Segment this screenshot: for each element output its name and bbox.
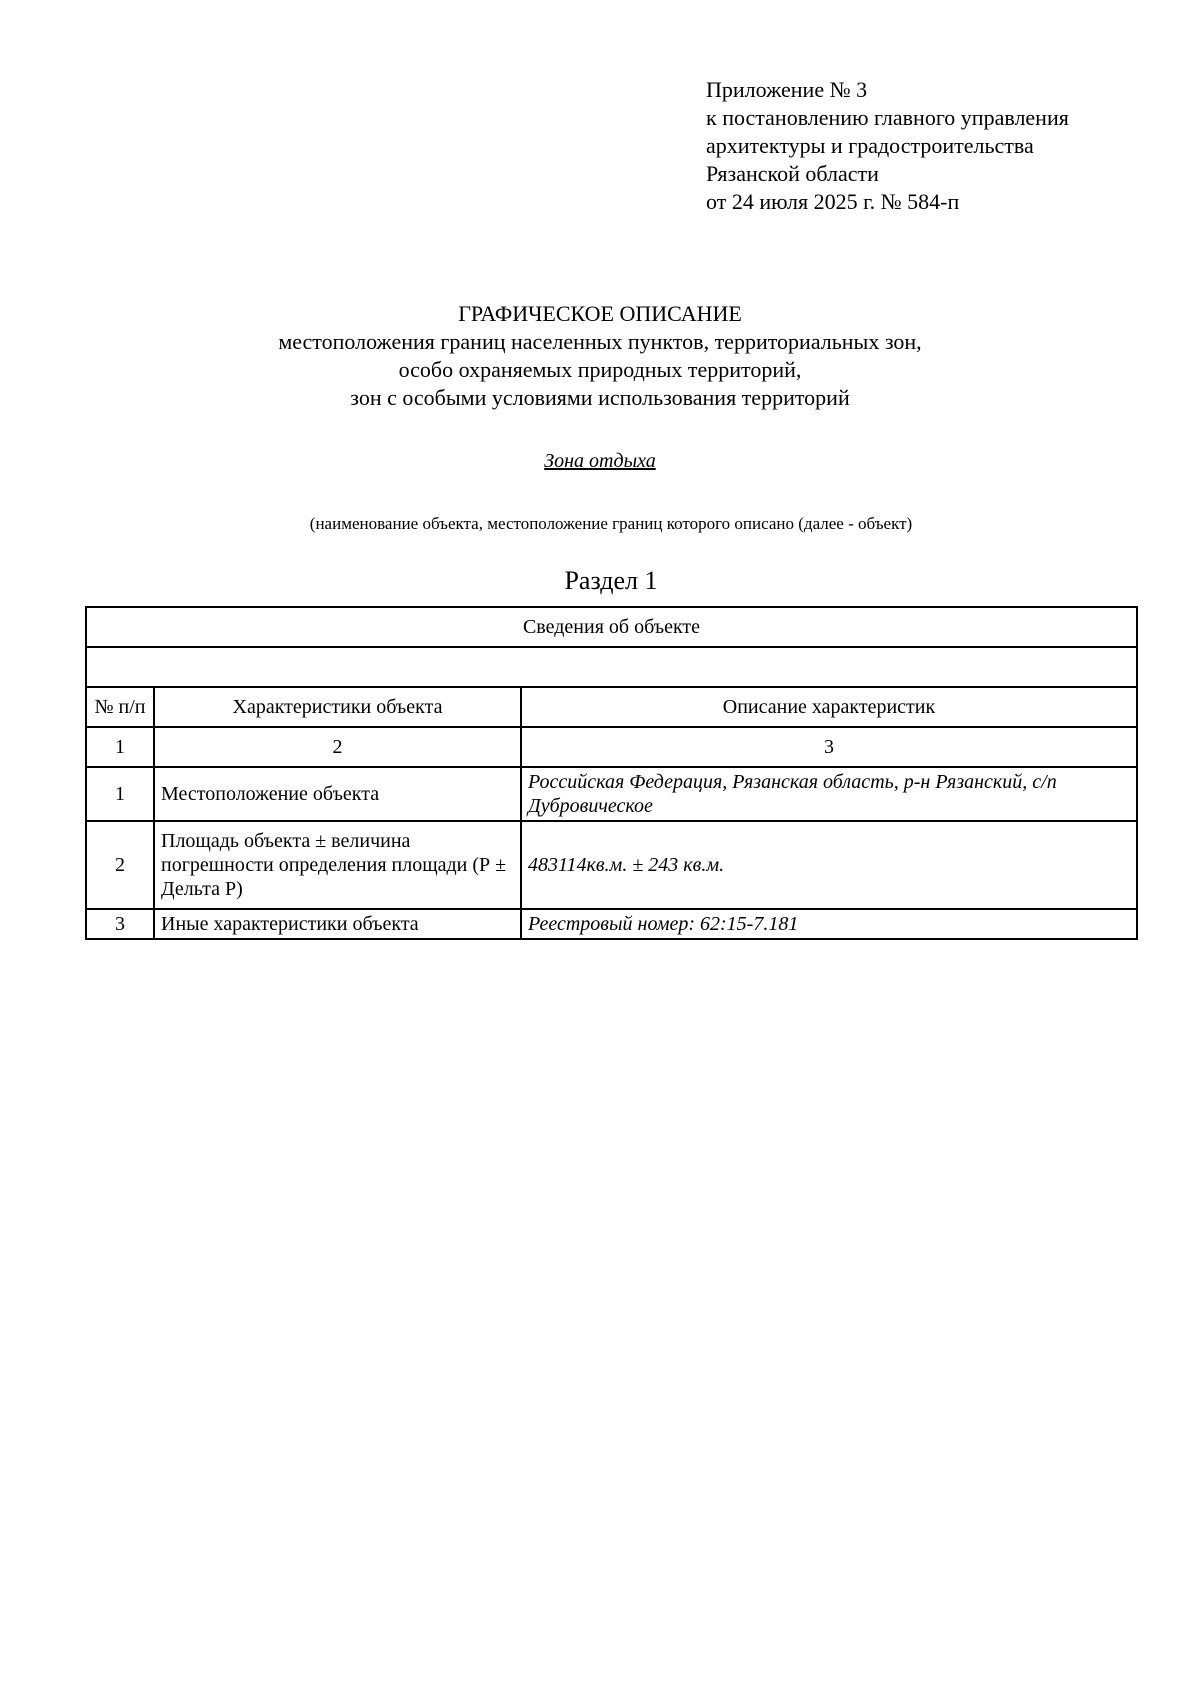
row-number: 3 [86, 909, 154, 939]
row-description: Реестровый номер: 62:15-7.181 [521, 909, 1137, 939]
row-number: 1 [86, 767, 154, 821]
table-empty-row [86, 647, 1137, 687]
object-name-text: Зона отдыха [544, 450, 656, 472]
row-characteristic: Иные характеристики объекта [154, 909, 521, 939]
column-number: 2 [154, 727, 521, 767]
object-info-table [85, 606, 1138, 940]
table-empty-cell [86, 647, 1137, 687]
appendix-line: архитектуры и градостроительства [706, 133, 1034, 158]
row-number: 2 [86, 821, 154, 909]
row-characteristic: Площадь объекта ± величина погрешности определения площади (Р ± Дельта Р) [154, 821, 521, 909]
column-header-characteristic: Характеристики объекта [154, 687, 521, 727]
appendix-line: от 24 июля 2025 г. № 584-п [706, 189, 960, 214]
document-title [0, 300, 1200, 412]
appendix-line: Приложение № 3 [706, 77, 868, 102]
appendix-line: к постановлению главного управления [706, 105, 1069, 130]
title-main: ГРАФИЧЕСКОЕ ОПИСАНИЕ [458, 301, 742, 326]
appendix-block [706, 76, 1069, 216]
table-header-row [86, 607, 1137, 647]
title-line: особо охраняемых природных территорий, [398, 357, 802, 382]
row-description: 483114кв.м. ± 243 кв.м. [521, 821, 1137, 909]
table-row [86, 909, 1137, 939]
section-title: Раздел 1 [564, 566, 658, 595]
row-characteristic: Местоположение объекта [154, 767, 521, 821]
table-row [86, 767, 1137, 821]
object-name [0, 450, 1200, 473]
column-number: 3 [521, 727, 1137, 767]
appendix-line: Рязанской области [706, 161, 879, 186]
column-number: 1 [86, 727, 154, 767]
row-description: Российская Федерация, Рязанская область, р-н Рязанский, с/п Дубровическое [521, 767, 1137, 821]
table-column-numbers-row [86, 727, 1137, 767]
column-header-description: Описание характеристик [521, 687, 1137, 727]
table-header: Сведения об объекте [86, 607, 1137, 647]
title-line: местоположения границ населенных пунктов, территориальных зон, [278, 329, 922, 354]
title-line: зон с особыми условиями использования территорий [350, 385, 850, 410]
column-header-num: № п/п [86, 687, 154, 727]
table-row [86, 821, 1137, 909]
object-caption: (наименование объекта, местоположение границ которого описано (далее - объект) [309, 514, 913, 533]
table-columns-row [86, 687, 1137, 727]
